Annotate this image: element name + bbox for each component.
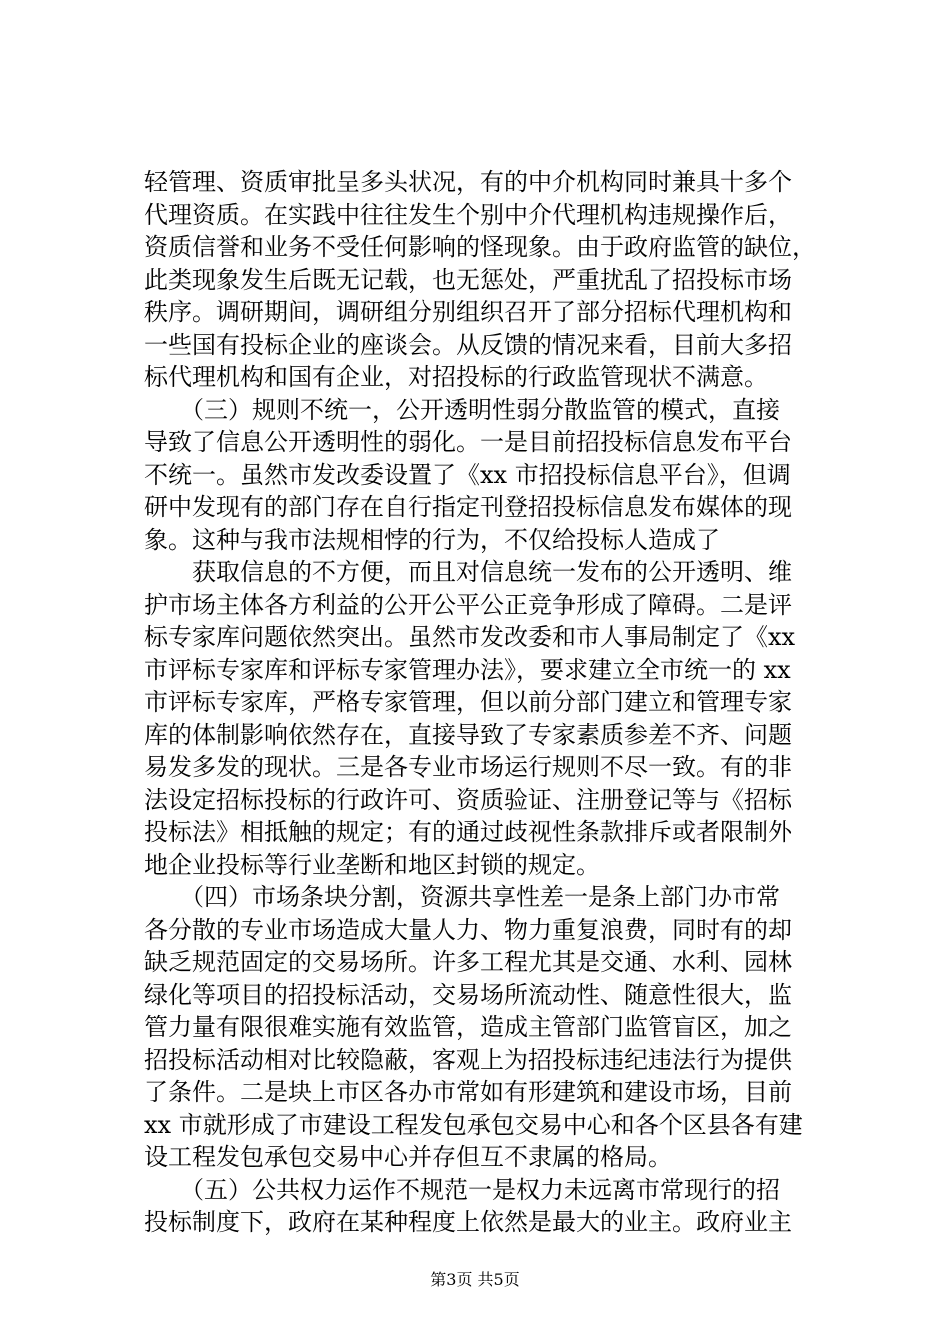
text-line: （四）市场条块分割，资源共享性差一是条上部门办市常 (144, 883, 780, 911)
text-line: 设工程发包承包交易中心并存但互不隶属的格局。 (144, 1143, 672, 1171)
text-line: 轻管理、资质审批呈多头状况，有的中介机构同时兼具十多个 (144, 168, 792, 196)
text-line: 各分散的专业市场造成大量人力、物力重复浪费，同时有的却 (144, 915, 792, 944)
page-number-footer: 第3页 共5页 (430, 1270, 520, 1289)
text-line: 秩序。调研期间，调研组分别组织召开了部分招标代理机构和 (144, 298, 792, 326)
text-line: 一些国有投标企业的座谈会。从反馈的情况来看，目前大多招 (144, 330, 792, 359)
text-line: 代理资质。在实践中往往发生个别中介代理机构违规操作后， (144, 200, 792, 229)
text-line: 了条件。二是块上市区各办市常如有形建筑和建设市场，目前 (144, 1078, 792, 1106)
text-line: 象。这种与我市法规相悖的行为，不仅给投标人造成了 (144, 525, 720, 554)
text-line: 绿化等项目的招投标活动，交易场所流动性、随意性很大，监 (144, 980, 792, 1009)
text-line: 此类现象发生后既无记载，也无惩处，严重扰乱了招投标市场 (144, 265, 792, 294)
text-line: 研中发现有的部门存在自行指定刊登招投标信息发布媒体的现 (144, 493, 792, 521)
text-line: 护市场主体各方利益的公开公平公正竞争形成了障碍。二是评 (144, 590, 792, 619)
text-line: 标代理机构和国有企业，对招投标的行政监管现状不满意。 (144, 363, 768, 391)
text-line: 资质信誉和业务不受任何影响的怪现象。由于政府监管的缺位， (144, 233, 816, 261)
text-line: （三）规则不统一，公开透明性弱分散监管的模式，直接 (144, 395, 780, 424)
text-line: 易发多发的现状。三是各专业市场运行规则不尽一致。有的非 (144, 753, 792, 781)
text-line: 管力量有限很难实施有效监管，造成主管部门监管盲区，加之 (144, 1013, 792, 1041)
text-line: 市评标专家库和评标专家管理办法》，要求建立全市统一的 xx (144, 655, 791, 684)
text-line: 缺乏规范固定的交易场所。许多工程尤其是交通、水利、园林 (144, 948, 792, 976)
text-line: 招投标活动相对比较隐蔽，客观上为招投标违纪违法行为提供 (144, 1045, 792, 1074)
text-line: 库的体制影响依然存在，直接导致了专家素质参差不齐、问题 (144, 720, 792, 749)
text-line: 投标制度下，政府在某种程度上依然是最大的业主。政府业主 (144, 1208, 792, 1236)
text-line: 地企业投标等行业垄断和地区封锁的规定。 (144, 850, 600, 879)
text-line: 市评标专家库，严格专家管理，但以前分部门建立和管理专家 (144, 688, 792, 716)
document-body (144, 166, 834, 1239)
text-line: xx 市就形成了市建设工程发包承包交易中心和各个区县各有建 (144, 1110, 803, 1139)
text-line: （五）公共权力运作不规范一是权力未远离市常现行的招 (144, 1175, 780, 1204)
text-line: 标专家库问题依然突出。虽然市发改委和市人事局制定了《xx (144, 623, 796, 651)
text-line: 获取信息的不方便，而且对信息统一发布的公开透明、维 (144, 558, 792, 586)
text-line: 投标法》相抵触的规定；有的通过歧视性条款排斥或者限制外 (144, 818, 792, 846)
text-line: 不统一。虽然市发改委设置了《xx 市招投标信息平台》，但调 (144, 460, 791, 489)
text-line: 导致了信息公开透明性的弱化。一是目前招投标信息发布平台 (144, 428, 792, 456)
text-line: 法设定招标投标的行政许可、资质验证、注册登记等与《招标 (144, 785, 792, 814)
